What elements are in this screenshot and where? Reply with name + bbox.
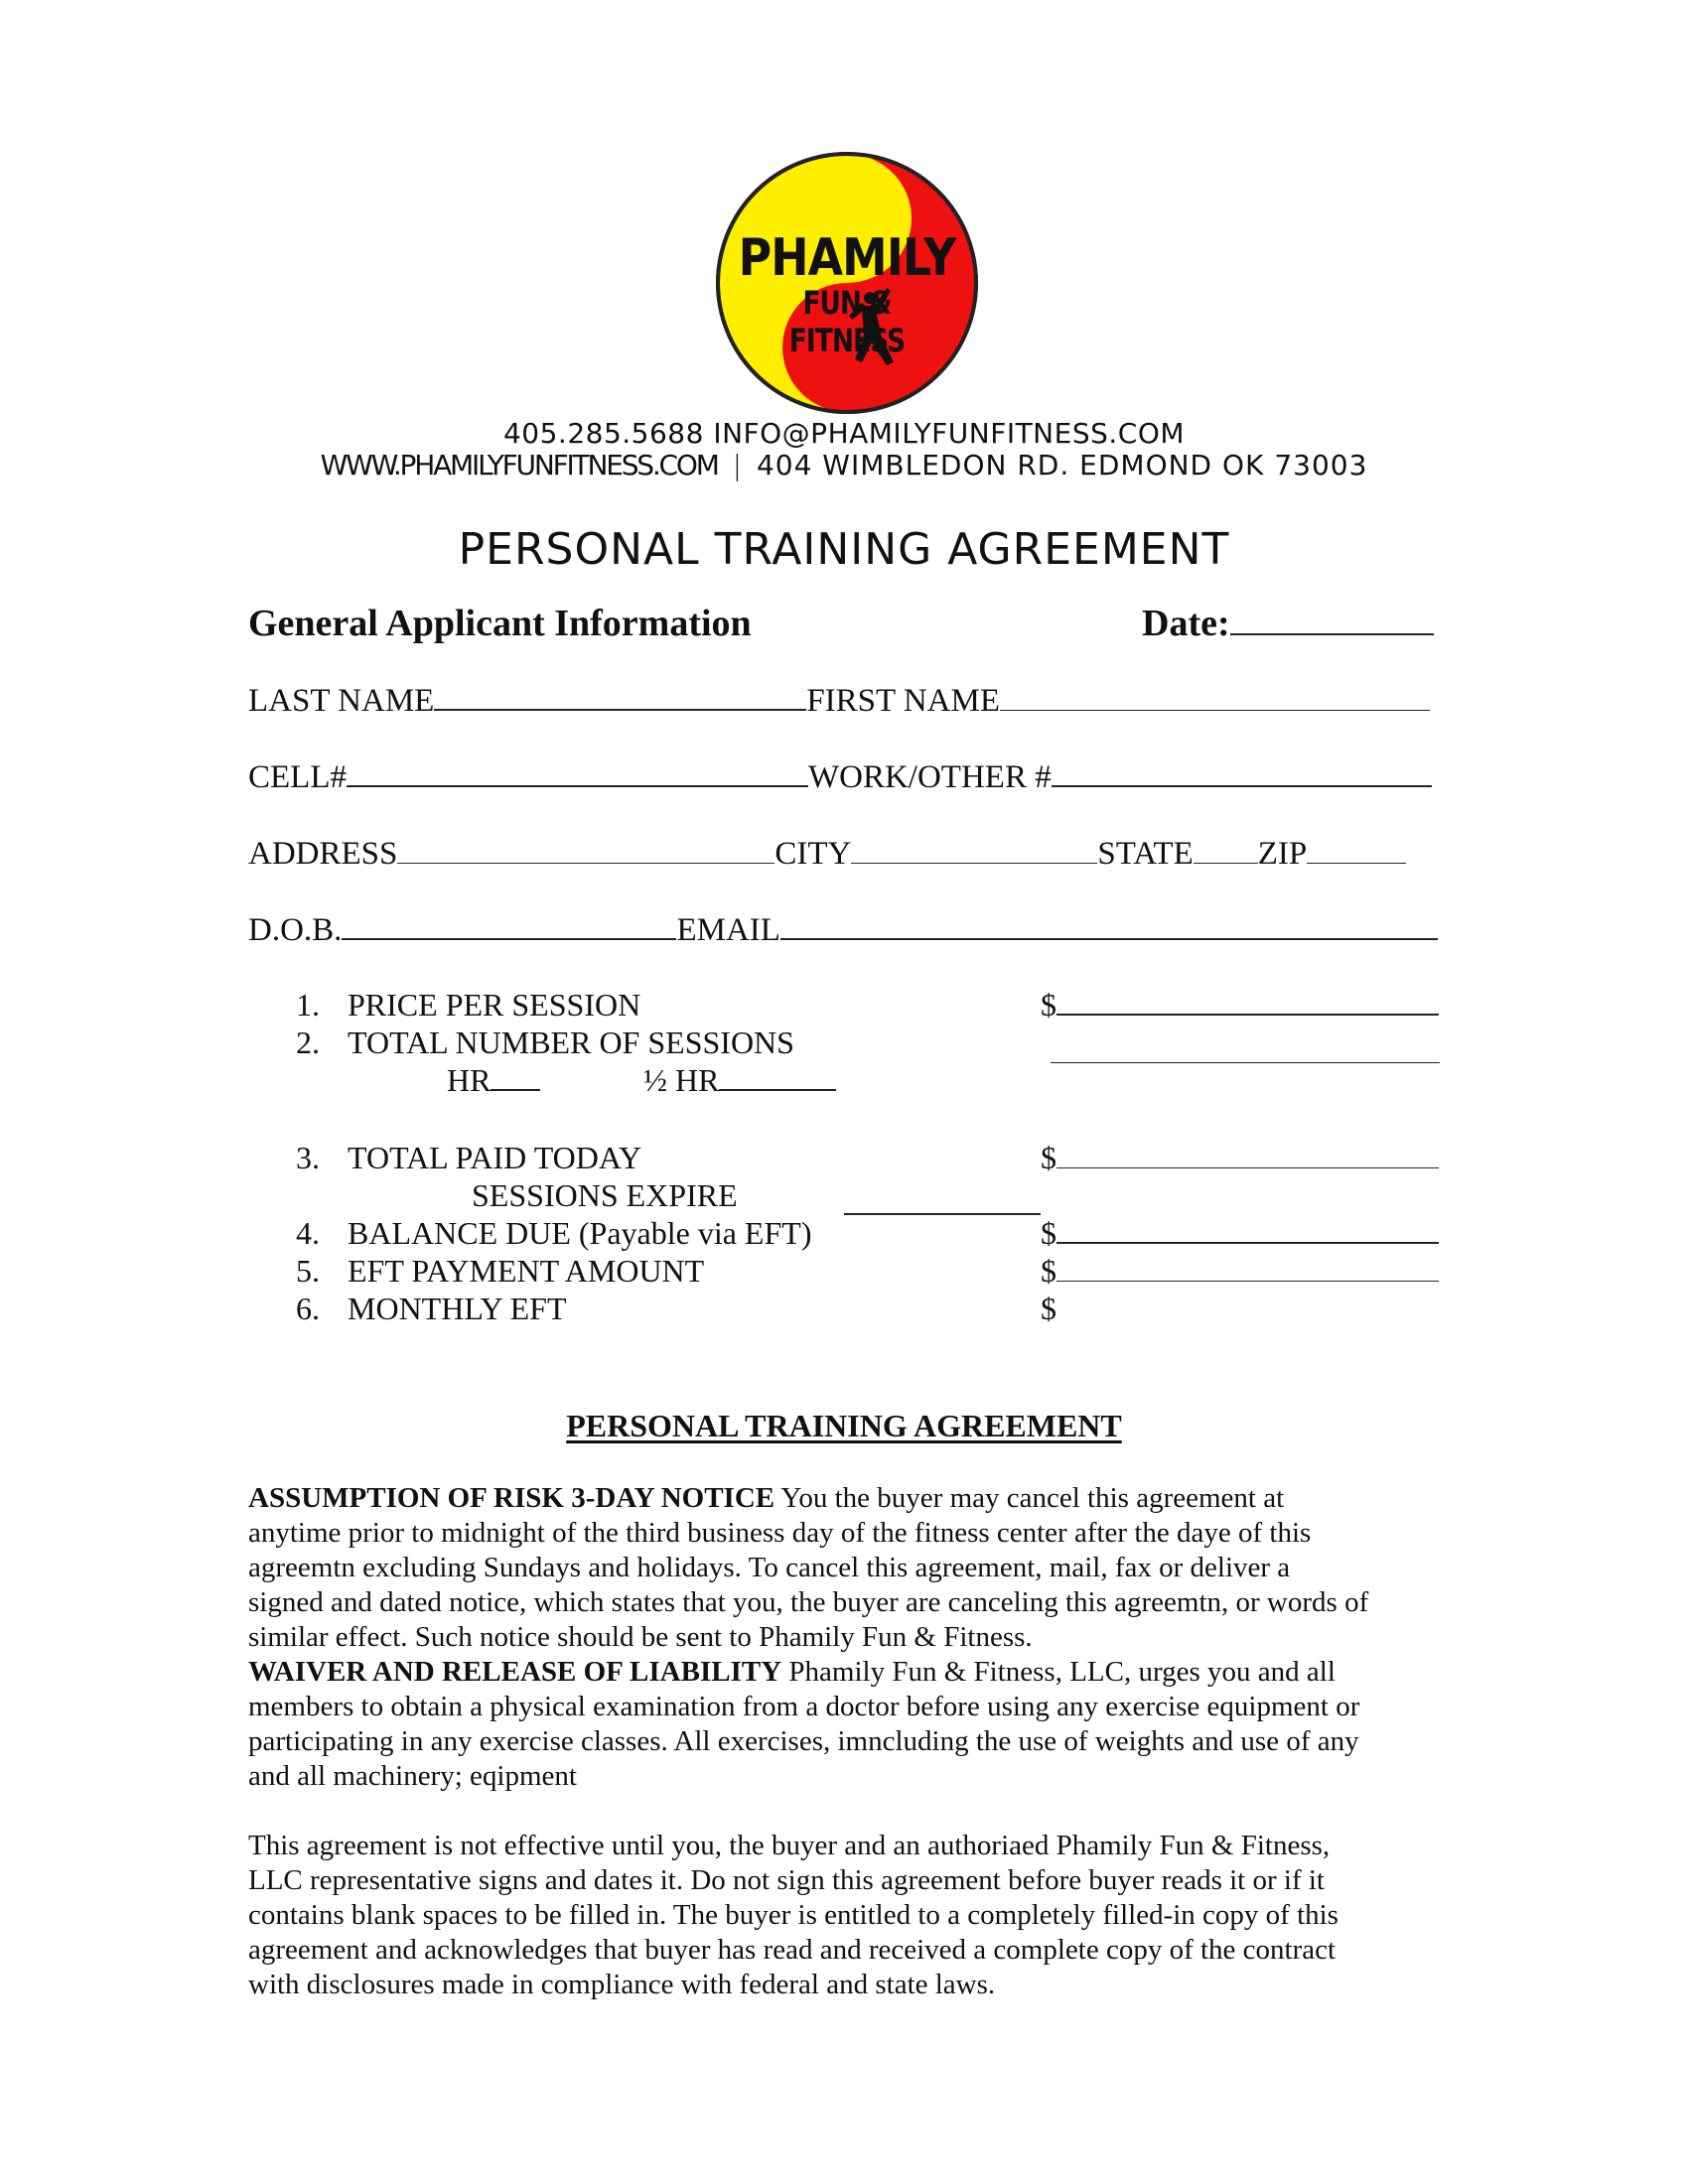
zip-input-line[interactable] — [1307, 863, 1406, 864]
risk-line-5: similar effect. Such notice should be sent to Phamily Fun & Fitness. — [248, 1621, 1033, 1653]
effective-line-5: with disclosures made in compliance with federal and state laws. — [248, 1969, 996, 2000]
effective-line-3: contains blank spaces to be filled in. The buyer is entitled to a completely filled-in copy of this — [248, 1899, 1338, 1931]
risk-line-2: anytime prior to midnight of the third business day of the fitness center after the daye of this — [248, 1517, 1312, 1549]
item-4-value — [1041, 1215, 1439, 1252]
address-label: ADDRESS — [248, 836, 398, 872]
dob-email-row — [248, 912, 1438, 949]
risk-line-1: ASSUMPTION OF RISK 3-DAY NOTICE You the buyer may cancel this agreement at — [248, 1482, 1285, 1514]
date-label: Date: — [1142, 603, 1230, 644]
cell-label: CELL# — [248, 759, 347, 795]
last-name-label: LAST NAME — [248, 683, 435, 719]
hr-label: HR — [447, 1062, 492, 1098]
cell-input-line[interactable] — [347, 785, 808, 787]
item-4-number: 4. — [296, 1215, 320, 1251]
city-label: CITY — [774, 836, 852, 872]
city-input-line[interactable] — [851, 863, 1097, 864]
item-3-value — [1041, 1140, 1439, 1176]
risk-heading: ASSUMPTION OF RISK 3-DAY NOTICE — [248, 1482, 775, 1514]
item-1-number: 1. — [296, 987, 320, 1023]
waiver-line-3: participating in any exercise classes. All exercises, imncluding the use of weights and use of any — [248, 1725, 1359, 1757]
item-4-label: BALANCE DUE (Payable via EFT) — [348, 1215, 812, 1251]
contact-line: 405.285.5688 INFO@PHAMILYFUNFITNESS.COM — [502, 417, 1186, 450]
dob-input-line[interactable] — [342, 938, 676, 940]
item-3-label: TOTAL PAID TODAY — [348, 1140, 642, 1175]
sessions-expire-line[interactable] — [844, 1213, 1041, 1215]
address-line — [0, 449, 1688, 481]
name-row — [248, 683, 1430, 720]
item-6-label: MONTHLY EFT — [348, 1291, 567, 1326]
waiver-line-4: and all machinery; eqipment — [248, 1760, 577, 1792]
date-field — [1142, 602, 1434, 645]
balance-due-line[interactable] — [1056, 1242, 1439, 1244]
item-5-value — [1041, 1253, 1439, 1290]
date-input-line[interactable] — [1230, 633, 1434, 635]
half-hr-field — [643, 1062, 836, 1099]
zip-label: ZIP — [1257, 836, 1308, 872]
item-3-number: 3. — [296, 1140, 320, 1175]
currency-sign: $ — [1041, 1215, 1056, 1251]
eft-payment-line[interactable] — [1056, 1281, 1439, 1282]
total-paid-line[interactable] — [1056, 1167, 1439, 1168]
half-hr-input-line[interactable] — [719, 1089, 836, 1091]
website: WWW.PHAMILYFUNFITNESS.COM — [320, 449, 718, 481]
item-6-value: $ — [1041, 1291, 1056, 1326]
separator: | — [732, 449, 743, 481]
hr-field — [447, 1062, 540, 1099]
item-2-label: TOTAL NUMBER OF SESSIONS — [348, 1024, 794, 1060]
work-input-line[interactable] — [1052, 785, 1432, 787]
effective-line-1: This agreement is not effective until you, the buyer and an authoriaed Phamily Fun & Fitness, — [248, 1830, 1331, 1861]
risk-paragraph — [248, 1481, 1509, 1794]
effective-paragraph — [248, 1829, 1509, 2002]
currency-sign: $ — [1041, 1253, 1056, 1289]
dob-label: D.O.B. — [248, 912, 343, 948]
street-address: 404 WIMBLEDON RD. EDMOND OK 73003 — [756, 449, 1368, 481]
email-input-line[interactable] — [780, 938, 1438, 940]
waiver-line-1: WAIVER AND RELEASE OF LIABILITY Phamily Fun & Fitness, LLC, urges you and all — [248, 1656, 1336, 1688]
item-2-number: 2. — [296, 1024, 320, 1060]
address-row — [248, 836, 1406, 873]
total-sessions-line[interactable] — [1051, 1062, 1440, 1063]
waiver-heading: WAIVER AND RELEASE OF LIABILITY — [248, 1656, 782, 1688]
page-title: PERSONAL TRAINING AGREEMENT — [458, 524, 1230, 575]
currency-sign: $ — [1041, 1140, 1056, 1175]
logo-text-fun-fitness: FUN & FITNESS — [788, 284, 906, 359]
risk-line-3: agreemtn excluding Sundays and holidays. To cancel this agreement, mail, fax or deliver a — [248, 1552, 1291, 1583]
sessions-expire-label: SESSIONS EXPIRE — [472, 1177, 738, 1213]
hr-input-line[interactable] — [491, 1089, 540, 1091]
logo-text-phamily: PHAMILY — [738, 228, 956, 288]
last-name-input-line[interactable] — [434, 709, 806, 711]
work-label: WORK/OTHER # — [807, 759, 1052, 795]
state-label: STATE — [1097, 836, 1194, 872]
section-heading: General Applicant Information — [248, 603, 752, 644]
logo — [713, 149, 981, 417]
waiver-line-2: members to obtain a physical examination from a doctor before using any exercise equipment or — [248, 1691, 1360, 1722]
address-input-line[interactable] — [397, 863, 774, 864]
first-name-label: FIRST NAME — [806, 683, 1001, 719]
half-hr-label: ½ HR — [643, 1062, 720, 1098]
phone-row — [248, 759, 1432, 796]
price-per-session-line[interactable] — [1056, 1014, 1439, 1016]
item-6-number: 6. — [296, 1291, 320, 1326]
risk-line-4: signed and dated notice, which states that you, the buyer are canceling this agreemtn, or words of — [248, 1586, 1369, 1618]
currency-sign: $ — [1041, 987, 1056, 1023]
item-1-value — [1041, 987, 1439, 1024]
item-5-number: 5. — [296, 1253, 320, 1289]
effective-line-4: agreement and acknowledges that buyer has read and received a complete copy of the contract — [248, 1934, 1336, 1966]
first-name-input-line[interactable] — [1000, 710, 1430, 711]
agreement-heading: PERSONAL TRAINING AGREEMENT — [566, 1408, 1122, 1443]
item-1-label: PRICE PER SESSION — [348, 987, 641, 1023]
effective-line-2: LLC representative signs and dates it. Do not sign this agreement before buyer reads it or if it — [248, 1864, 1325, 1896]
item-5-label: EFT PAYMENT AMOUNT — [348, 1253, 705, 1289]
state-input-line[interactable] — [1194, 863, 1258, 864]
email-label: EMAIL — [676, 912, 780, 948]
